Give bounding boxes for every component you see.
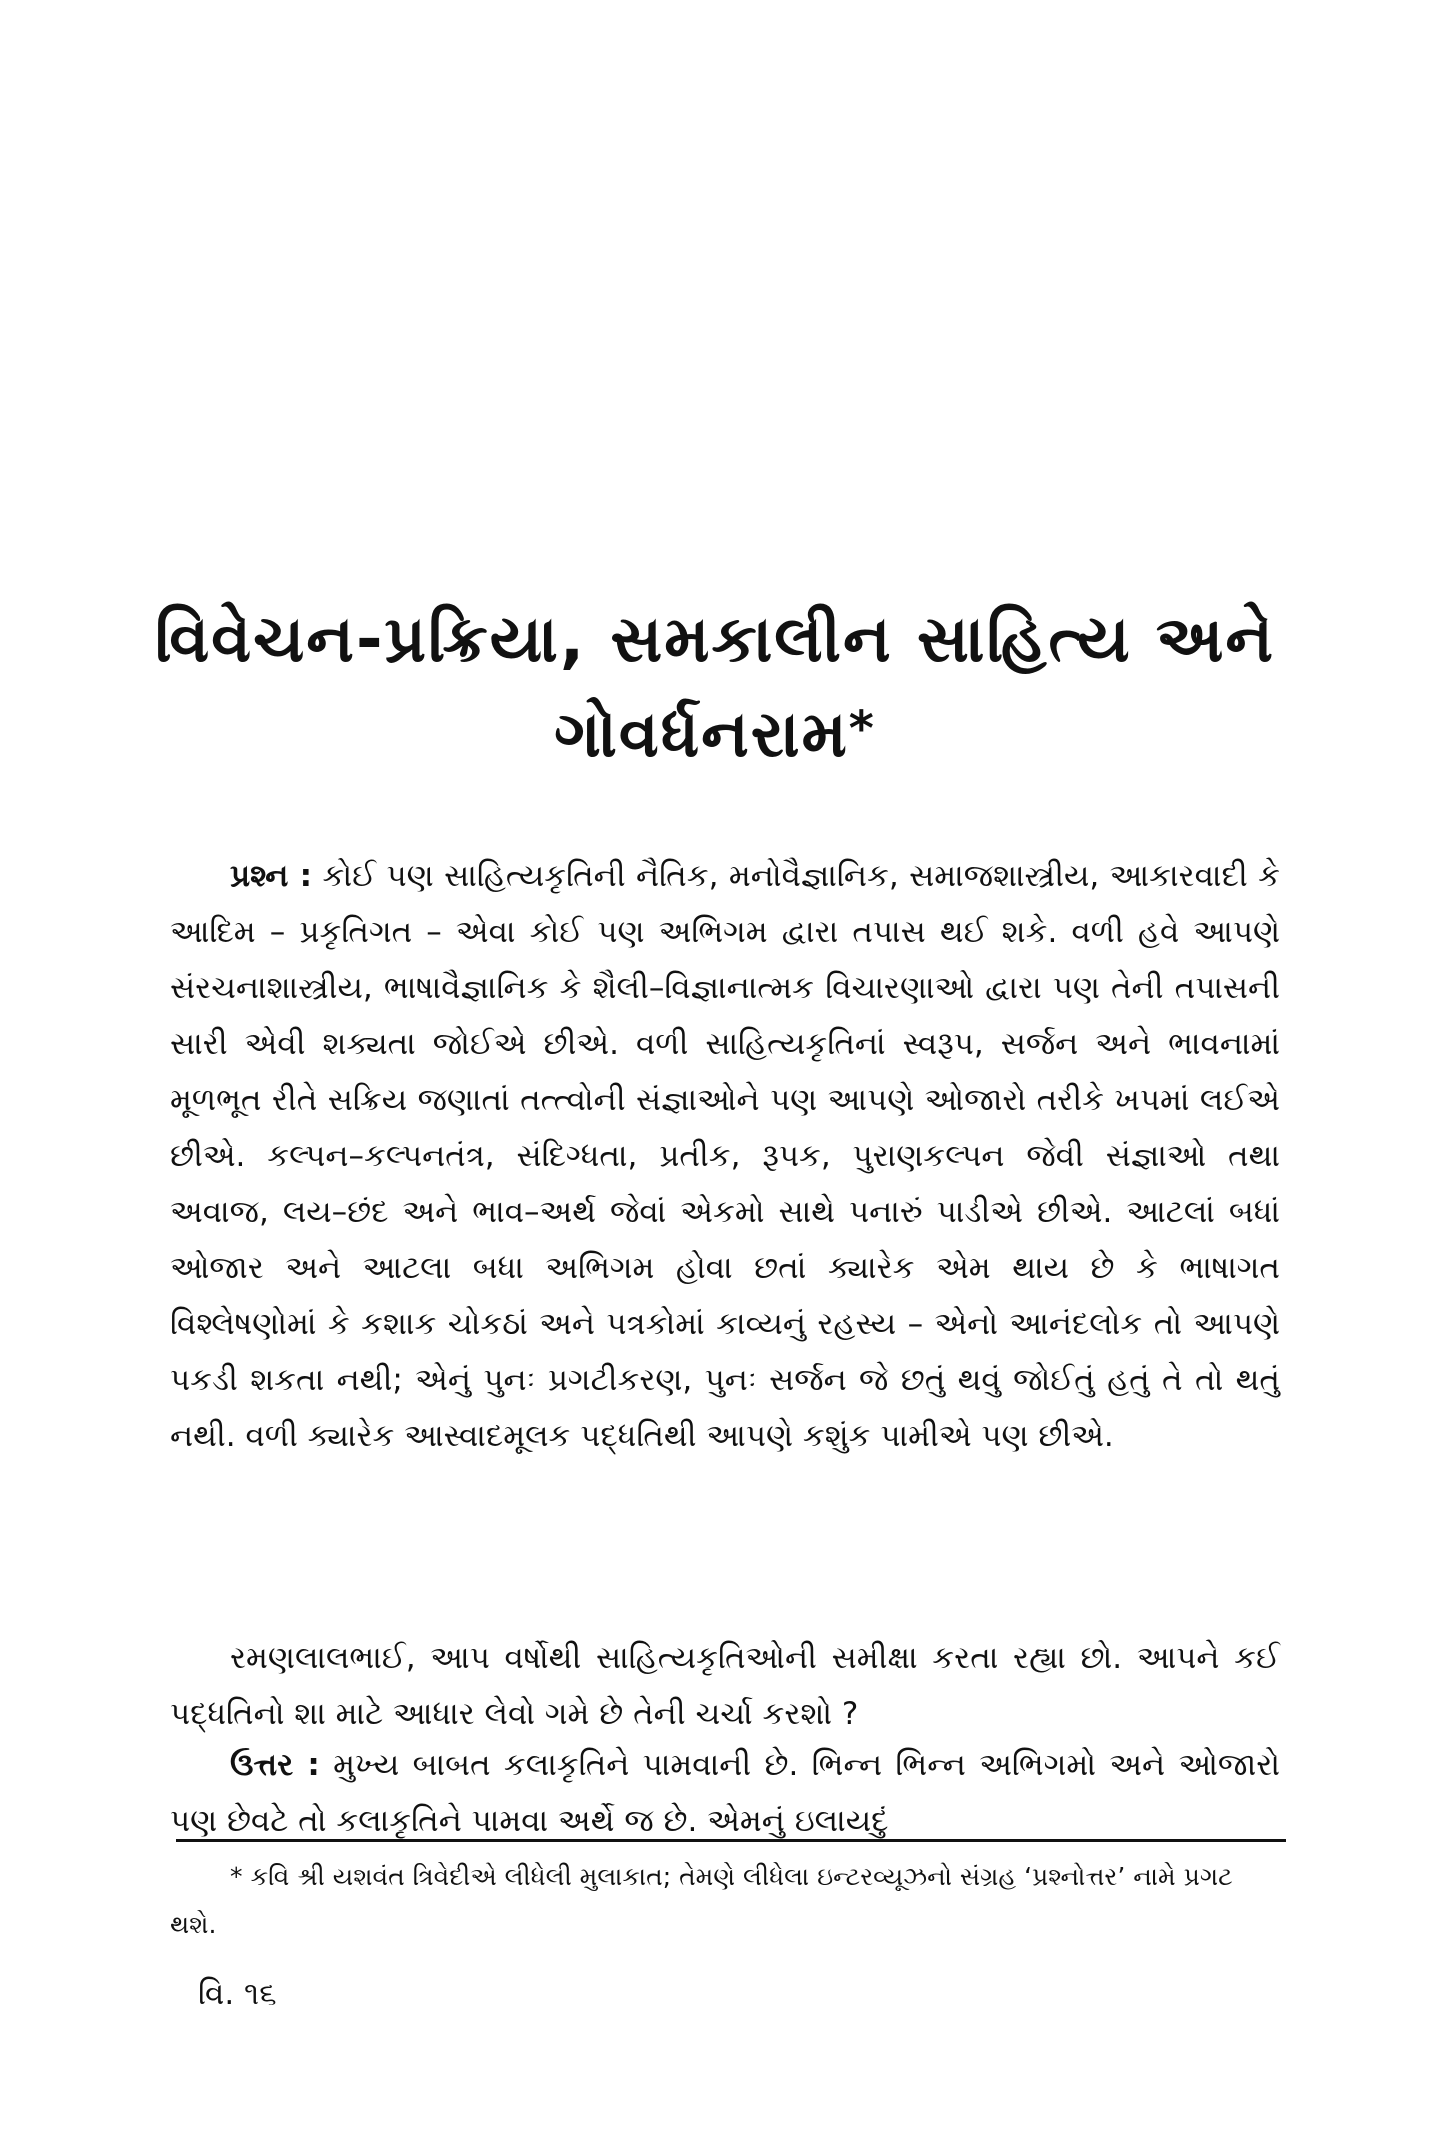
chapter-title-line-1 <box>150 595 1280 685</box>
page-folio <box>198 1972 277 2016</box>
answer-text: મુખ્ય બાબત કલાકૃતિને પામવાની છે. ભિન્ન ભિન્ન અભિગમો અને ઓજારો પણ છેવટે તો કલાકૃતિને પામવા અર્થે જ છે. એમનું ઇલાયદું <box>170 1747 1280 1839</box>
footnote-marker: * <box>848 701 876 757</box>
page-folio-text: વિ. ૧૬ <box>198 1976 277 2012</box>
chapter-title-line-2 <box>150 690 1280 780</box>
question-followup-text: રમણલાલભાઈ, આપ વર્ષોથી સાહિત્યકૃતિઓની સમીક્ષા કરતા રહ્યા છો. આપને કઈ પદ્ધતિનો શા માટે આધાર લેવો ગમે છે તેની ચર્ચા કરશો ? <box>170 1640 1280 1732</box>
answer-paragraph <box>170 1737 1280 1849</box>
footnote-text: * કવિ શ્રી યશવંત ત્રિવેદીએ લીધેલી મુલાકાત; તેમણે લીધેલા ઇન્ટરવ્યૂઝનો સંગ્રહ ‘પ્રશ્નોત્તર’ નામે પ્રગટ થશે. <box>170 1862 1233 1939</box>
question-label: પ્રશ્ન : <box>230 858 313 894</box>
question-text: કોઈ પણ સાહિત્યકૃતિની નૈતિક, મનોવૈજ્ઞાનિક, સમાજશાસ્ત્રીય, આકારવાદી કે આદિમ – પ્રકૃતિગત – એવા કોઈ પણ અભિગમ દ્વારા તપાસ થઈ શકે. વળી હવે આપણે સંરચનાશાસ્ત્રીય, ભાષાવૈજ્ઞાનિક કે શૈલી–વિજ્ઞાનાત્મક વિચારણાઓ દ્વારા પણ તેની તપાસની સારી એવી શક્યતા જોઈએ છીએ. વળી સાહિત્યકૃતિનાં સ્વરૂપ, સર્જન અને ભાવનામાં મૂળભૂત રીતે સક્રિય જણાતાં તત્ત્વોની સંજ્ઞાઓને પણ આપણે ઓજારો તરીકે ખપમાં લઈએ છીએ. કલ્પન–કલ્પનતંત્ર, સંદિગ્ધતા, પ્રતીક, રૂપક, પુરાણકલ્પન જેવી સંજ્ઞાઓ તથા અવાજ, લય–છંદ અને ભાવ–અર્થ જેવાં એકમો સાથે પનારું પાડીએ છીએ. આટલાં બધાં ઓજાર અને આટલા બધા અભિગમ હોવા છતાં ક્યારેક એમ થાય છે કે ભાષાગત વિશ્લેષણોમાં કે કશાક ચોકઠાં અને પત્રકોમાં કાવ્યનું રહસ્ય – એનો આનંદલોક તો આપણે પકડી શકતા નથી; એનું પુનઃ પ્રગટીકરણ, પુનઃ સર્જન જે છતું થવું જોઈતું હતું તે તો થતું નથી. વળી ક્યારેક આસ્વાદમૂલક પદ્ધતિથી આપણે કશુંક પામીએ પણ છીએ. <box>170 858 1280 1454</box>
question-followup-paragraph <box>170 1630 1280 1742</box>
footnote-divider <box>176 1839 1286 1842</box>
chapter-title-text-2: ગોવર્ધનરામ <box>554 698 849 772</box>
answer-label: ઉત્તર : <box>230 1747 320 1783</box>
question-paragraph <box>170 848 1280 1464</box>
chapter-title-text-1: વિવેચન-પ્રક્રિયા, સમકાલીન સાહિત્ય અને <box>154 603 1276 677</box>
footnote <box>170 1853 1280 1949</box>
